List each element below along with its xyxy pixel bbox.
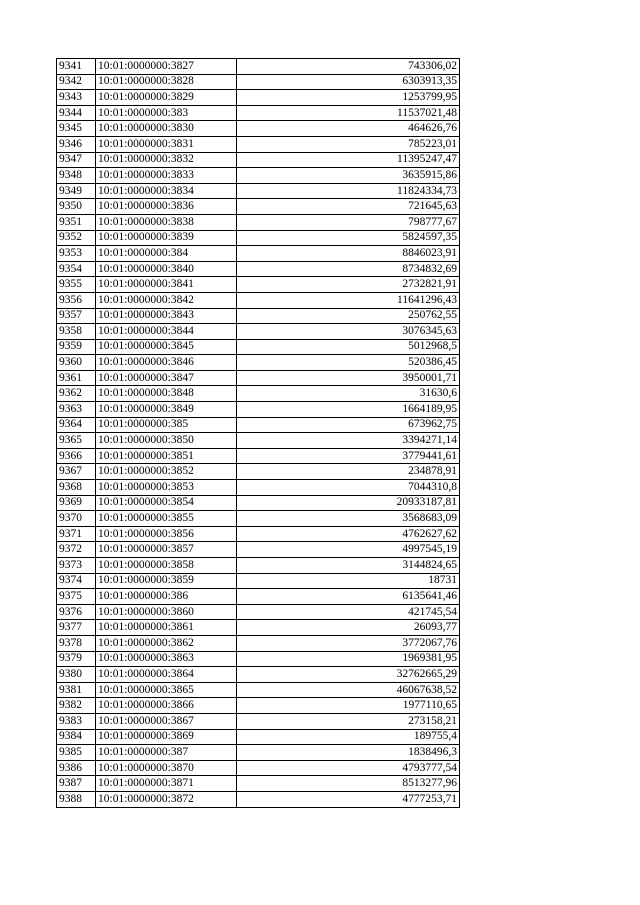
value-cell: 234878,91 xyxy=(237,464,460,480)
value-cell: 11537021,48 xyxy=(237,105,460,121)
table-row xyxy=(57,355,460,371)
table-row xyxy=(57,277,460,293)
value-cell: 5824597,35 xyxy=(237,230,460,246)
row-number-cell: 9377 xyxy=(57,620,96,636)
row-number-cell: 9348 xyxy=(57,168,96,184)
value-cell: 3568683,09 xyxy=(237,511,460,527)
row-number-cell: 9341 xyxy=(57,59,96,75)
table-row xyxy=(57,261,460,277)
value-cell: 3144824,65 xyxy=(237,558,460,574)
cadastral-number-cell: 10:01:0000000:387 xyxy=(96,745,237,761)
value-cell: 3772067,76 xyxy=(237,635,460,651)
cadastral-number-cell: 10:01:0000000:3866 xyxy=(96,698,237,714)
value-cell: 1838496,3 xyxy=(237,745,460,761)
row-number-cell: 9386 xyxy=(57,760,96,776)
cadastral-number-cell: 10:01:0000000:3862 xyxy=(96,635,237,651)
cadastral-number-cell: 10:01:0000000:3855 xyxy=(96,511,237,527)
cadastral-number-cell: 10:01:0000000:3849 xyxy=(96,402,237,418)
value-cell: 1664189,95 xyxy=(237,402,460,418)
row-number-cell: 9346 xyxy=(57,136,96,152)
table-row xyxy=(57,651,460,667)
row-number-cell: 9371 xyxy=(57,526,96,542)
row-number-cell: 9373 xyxy=(57,558,96,574)
cadastral-number-cell: 10:01:0000000:3858 xyxy=(96,558,237,574)
row-number-cell: 9368 xyxy=(57,480,96,496)
row-number-cell: 9366 xyxy=(57,448,96,464)
cadastral-number-cell: 10:01:0000000:3846 xyxy=(96,355,237,371)
table-row xyxy=(57,448,460,464)
table-row xyxy=(57,698,460,714)
row-number-cell: 9347 xyxy=(57,152,96,168)
table-row xyxy=(57,791,460,807)
cadastral-number-cell: 10:01:0000000:3834 xyxy=(96,183,237,199)
table-row xyxy=(57,776,460,792)
table-row xyxy=(57,745,460,761)
value-cell: 4997545,19 xyxy=(237,542,460,558)
row-number-cell: 9375 xyxy=(57,589,96,605)
table-row xyxy=(57,168,460,184)
row-number-cell: 9379 xyxy=(57,651,96,667)
value-cell: 11395247,47 xyxy=(237,152,460,168)
table-row xyxy=(57,558,460,574)
value-cell: 11824334,73 xyxy=(237,183,460,199)
table-row xyxy=(57,417,460,433)
value-cell: 8734832,69 xyxy=(237,261,460,277)
value-cell: 421745,54 xyxy=(237,604,460,620)
table-row xyxy=(57,760,460,776)
cadastral-number-cell: 10:01:0000000:3871 xyxy=(96,776,237,792)
value-cell: 8513277,96 xyxy=(237,776,460,792)
table-row xyxy=(57,74,460,90)
cadastral-number-cell: 10:01:0000000:3843 xyxy=(96,308,237,324)
cadastral-number-cell: 10:01:0000000:3842 xyxy=(96,292,237,308)
row-number-cell: 9359 xyxy=(57,339,96,355)
cadastral-number-cell: 10:01:0000000:3839 xyxy=(96,230,237,246)
cadastral-number-cell: 10:01:0000000:3867 xyxy=(96,713,237,729)
value-cell: 11641296,43 xyxy=(237,292,460,308)
row-number-cell: 9342 xyxy=(57,74,96,90)
cadastral-number-cell: 10:01:0000000:384 xyxy=(96,246,237,262)
row-number-cell: 9352 xyxy=(57,230,96,246)
row-number-cell: 9354 xyxy=(57,261,96,277)
value-cell: 8846023,91 xyxy=(237,246,460,262)
row-number-cell: 9387 xyxy=(57,776,96,792)
row-number-cell: 9367 xyxy=(57,464,96,480)
table-row xyxy=(57,214,460,230)
cadastral-number-cell: 10:01:0000000:3869 xyxy=(96,729,237,745)
value-cell: 4793777,54 xyxy=(237,760,460,776)
table-row xyxy=(57,246,460,262)
cadastral-number-cell: 10:01:0000000:3870 xyxy=(96,760,237,776)
table-row xyxy=(57,402,460,418)
cadastral-number-cell: 10:01:0000000:3856 xyxy=(96,526,237,542)
value-cell: 1977110,65 xyxy=(237,698,460,714)
row-number-cell: 9353 xyxy=(57,246,96,262)
value-cell: 1969381,95 xyxy=(237,651,460,667)
row-number-cell: 9364 xyxy=(57,417,96,433)
value-cell: 3076345,63 xyxy=(237,324,460,340)
row-number-cell: 9388 xyxy=(57,791,96,807)
value-cell: 32762665,29 xyxy=(237,667,460,683)
value-cell: 520386,45 xyxy=(237,355,460,371)
table-row xyxy=(57,183,460,199)
row-number-cell: 9382 xyxy=(57,698,96,714)
value-cell: 3394271,14 xyxy=(237,433,460,449)
row-number-cell: 9355 xyxy=(57,277,96,293)
table-row xyxy=(57,682,460,698)
value-cell: 2732821,91 xyxy=(237,277,460,293)
cadastral-number-cell: 10:01:0000000:3850 xyxy=(96,433,237,449)
table-row xyxy=(57,324,460,340)
cadastral-number-cell: 10:01:0000000:3840 xyxy=(96,261,237,277)
cadastral-number-cell: 10:01:0000000:3831 xyxy=(96,136,237,152)
row-number-cell: 9344 xyxy=(57,105,96,121)
row-number-cell: 9345 xyxy=(57,121,96,137)
row-number-cell: 9369 xyxy=(57,495,96,511)
value-cell: 6303913,35 xyxy=(237,74,460,90)
table-row xyxy=(57,573,460,589)
cadastral-number-cell: 10:01:0000000:3841 xyxy=(96,277,237,293)
value-cell: 7044310,8 xyxy=(237,480,460,496)
cadastral-number-cell: 10:01:0000000:3872 xyxy=(96,791,237,807)
cadastral-number-cell: 10:01:0000000:3851 xyxy=(96,448,237,464)
row-number-cell: 9343 xyxy=(57,90,96,106)
row-number-cell: 9350 xyxy=(57,199,96,215)
row-number-cell: 9383 xyxy=(57,713,96,729)
row-number-cell: 9363 xyxy=(57,402,96,418)
value-cell: 4762627,62 xyxy=(237,526,460,542)
table-row xyxy=(57,604,460,620)
table-row xyxy=(57,339,460,355)
row-number-cell: 9361 xyxy=(57,370,96,386)
table-row xyxy=(57,370,460,386)
cadastral-number-cell: 10:01:0000000:3832 xyxy=(96,152,237,168)
table-row xyxy=(57,635,460,651)
value-cell: 785223,01 xyxy=(237,136,460,152)
value-cell: 743306,02 xyxy=(237,59,460,75)
value-cell: 5012968,5 xyxy=(237,339,460,355)
cadastral-number-cell: 10:01:0000000:3860 xyxy=(96,604,237,620)
row-number-cell: 9374 xyxy=(57,573,96,589)
cadastral-number-cell: 10:01:0000000:3863 xyxy=(96,651,237,667)
row-number-cell: 9372 xyxy=(57,542,96,558)
cadastral-number-cell: 10:01:0000000:3865 xyxy=(96,682,237,698)
value-cell: 20933187,81 xyxy=(237,495,460,511)
value-cell: 3779441,61 xyxy=(237,448,460,464)
cadastral-number-cell: 10:01:0000000:3828 xyxy=(96,74,237,90)
table-row xyxy=(57,292,460,308)
cadastral-number-cell: 10:01:0000000:385 xyxy=(96,417,237,433)
row-number-cell: 9378 xyxy=(57,635,96,651)
cadastral-number-cell: 10:01:0000000:3827 xyxy=(96,59,237,75)
cadastral-number-cell: 10:01:0000000:3859 xyxy=(96,573,237,589)
cadastral-number-cell: 10:01:0000000:3853 xyxy=(96,480,237,496)
row-number-cell: 9370 xyxy=(57,511,96,527)
table-row xyxy=(57,589,460,605)
table-row xyxy=(57,199,460,215)
cadastral-number-cell: 10:01:0000000:3833 xyxy=(96,168,237,184)
value-cell: 31630,6 xyxy=(237,386,460,402)
row-number-cell: 9385 xyxy=(57,745,96,761)
cadastral-number-cell: 10:01:0000000:3848 xyxy=(96,386,237,402)
table-row xyxy=(57,308,460,324)
row-number-cell: 9356 xyxy=(57,292,96,308)
table-row xyxy=(57,495,460,511)
cadastral-number-cell: 10:01:0000000:3829 xyxy=(96,90,237,106)
value-cell: 26093,77 xyxy=(237,620,460,636)
table-row xyxy=(57,152,460,168)
cadastral-number-cell: 10:01:0000000:3861 xyxy=(96,620,237,636)
cadastral-number-cell: 10:01:0000000:383 xyxy=(96,105,237,121)
value-cell: 1253799,95 xyxy=(237,90,460,106)
table-row xyxy=(57,433,460,449)
value-cell: 798777,67 xyxy=(237,214,460,230)
table-row xyxy=(57,667,460,683)
table-row xyxy=(57,620,460,636)
cadastral-number-cell: 10:01:0000000:3830 xyxy=(96,121,237,137)
cadastral-number-cell: 10:01:0000000:386 xyxy=(96,589,237,605)
table-row xyxy=(57,713,460,729)
row-number-cell: 9362 xyxy=(57,386,96,402)
table-row xyxy=(57,542,460,558)
cadastral-number-cell: 10:01:0000000:3864 xyxy=(96,667,237,683)
value-cell: 721645,63 xyxy=(237,199,460,215)
value-cell: 46067638,52 xyxy=(237,682,460,698)
data-table xyxy=(56,58,460,808)
cadastral-number-cell: 10:01:0000000:3847 xyxy=(96,370,237,386)
value-cell: 189755,4 xyxy=(237,729,460,745)
row-number-cell: 9365 xyxy=(57,433,96,449)
value-cell: 673962,75 xyxy=(237,417,460,433)
cadastral-number-cell: 10:01:0000000:3854 xyxy=(96,495,237,511)
table-row xyxy=(57,386,460,402)
table-row xyxy=(57,121,460,137)
value-cell: 3950001,71 xyxy=(237,370,460,386)
table-row xyxy=(57,230,460,246)
cadastral-number-cell: 10:01:0000000:3844 xyxy=(96,324,237,340)
table-row xyxy=(57,464,460,480)
value-cell: 250762,55 xyxy=(237,308,460,324)
cadastral-number-cell: 10:01:0000000:3857 xyxy=(96,542,237,558)
cadastral-number-cell: 10:01:0000000:3852 xyxy=(96,464,237,480)
row-number-cell: 9351 xyxy=(57,214,96,230)
table-row xyxy=(57,105,460,121)
value-cell: 3635915,86 xyxy=(237,168,460,184)
cadastral-number-cell: 10:01:0000000:3845 xyxy=(96,339,237,355)
row-number-cell: 9376 xyxy=(57,604,96,620)
value-cell: 18731 xyxy=(237,573,460,589)
table-row xyxy=(57,136,460,152)
row-number-cell: 9349 xyxy=(57,183,96,199)
row-number-cell: 9357 xyxy=(57,308,96,324)
value-cell: 4777253,71 xyxy=(237,791,460,807)
row-number-cell: 9380 xyxy=(57,667,96,683)
value-cell: 464626,76 xyxy=(237,121,460,137)
table-row xyxy=(57,90,460,106)
row-number-cell: 9381 xyxy=(57,682,96,698)
row-number-cell: 9358 xyxy=(57,324,96,340)
row-number-cell: 9360 xyxy=(57,355,96,371)
table-row xyxy=(57,511,460,527)
value-cell: 273158,21 xyxy=(237,713,460,729)
cadastral-number-cell: 10:01:0000000:3838 xyxy=(96,214,237,230)
cadastral-number-cell: 10:01:0000000:3836 xyxy=(96,199,237,215)
table-row xyxy=(57,480,460,496)
value-cell: 6135641,46 xyxy=(237,589,460,605)
table-row xyxy=(57,526,460,542)
table-body xyxy=(57,59,460,808)
row-number-cell: 9384 xyxy=(57,729,96,745)
table-row xyxy=(57,729,460,745)
table-row xyxy=(57,59,460,75)
